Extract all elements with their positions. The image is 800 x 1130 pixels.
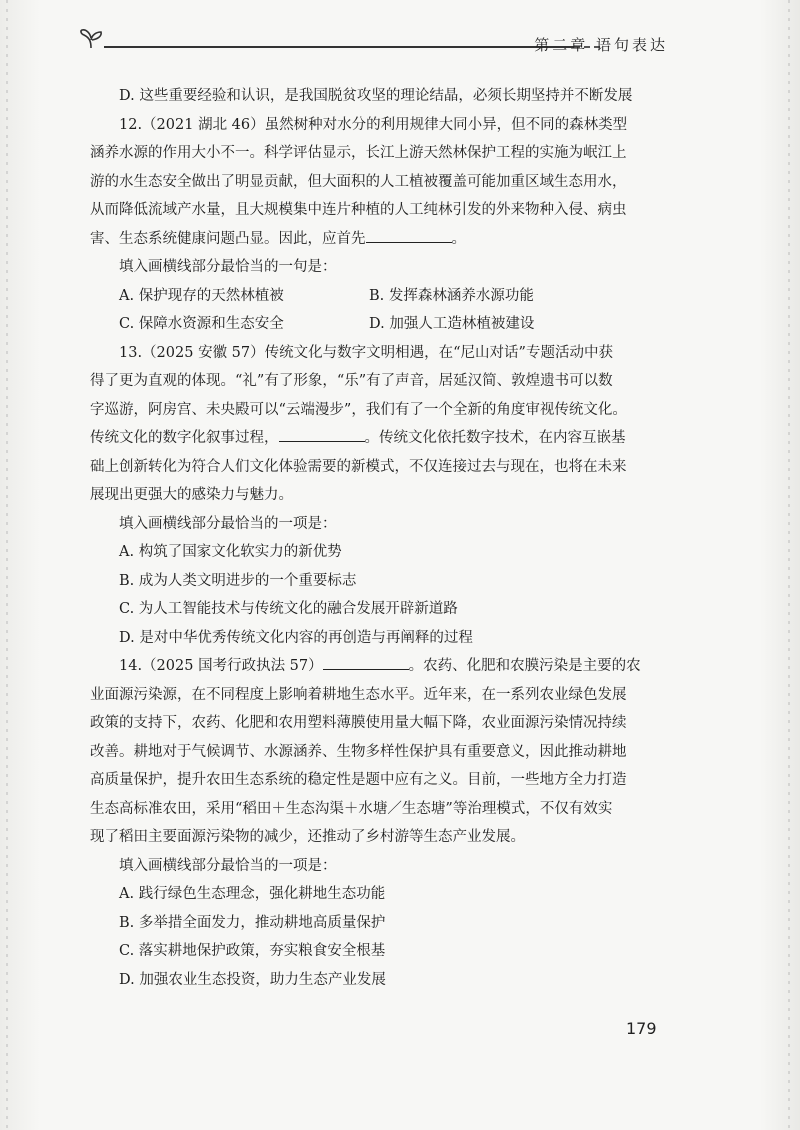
answer-blank <box>323 653 409 670</box>
q14-line-2: 业面源污染源，在不同程度上影响着耕地生态水平。近年来，在一系列农业绿色发展 <box>90 686 627 703</box>
question-13 <box>90 339 660 653</box>
q14-line-6: 生态高标准农田，采用“稻田＋生态沟渠＋水塘／生态塘”等治理模式，不仅有效实 <box>90 800 613 817</box>
chapter-title: 第二章 语句表达 <box>534 36 668 54</box>
q14-line-1-text: 14.（2025 国考行政执法 57） <box>119 658 323 674</box>
q13-option-a: A. 构筑了国家文化软实力的新优势 <box>119 544 342 560</box>
q13-line-4-text: 传统文化的数字化叙事过程， <box>90 430 279 446</box>
answer-blank <box>279 425 365 442</box>
page-header <box>78 26 668 56</box>
q12-line-4: 从而降低流域产水量，且大规模集中连片种植的人工纯林引发的外来物种入侵、病虫 <box>90 202 627 218</box>
q14-option-b: B. 多举措全面发力，推动耕地高质量保护 <box>119 914 386 931</box>
q14-line-7: 现了稻田主要面源污染物的减少，还推动了乡村游等生态产业发展。 <box>90 829 525 845</box>
question-12 <box>90 111 660 339</box>
scan-edge-right <box>788 0 790 1130</box>
q13-line-6: 展现出更强大的感染力与魅力。 <box>90 487 293 503</box>
q12-line-5 <box>90 225 660 254</box>
sprout-icon <box>78 28 104 50</box>
page-content <box>90 82 660 994</box>
q14-option-a: A. 践行绿色生态理念，强化耕地生态功能 <box>119 886 386 902</box>
header-rule <box>104 46 574 48</box>
q12-line-5-end: 。 <box>451 230 466 247</box>
q14-line-3: 政策的支持下，农药、化肥和农用塑料薄膜使用量大幅下降，农业面源污染情况持续 <box>90 715 627 731</box>
q13-prompt: 填入画横线部分最恰当的一项是： <box>119 515 337 532</box>
q12-option-d: D. 加强人工造林植被建设 <box>369 316 535 332</box>
page-number: 179 <box>626 1019 657 1038</box>
q12-option-b: B. 发挥森林涵养水源功能 <box>369 287 534 304</box>
question-14 <box>90 652 660 994</box>
prev-question-option-d: D. 这些重要经验和认识，是我国脱贫攻坚的理论结晶，必须长期坚持并不断发展 <box>119 88 633 104</box>
q12-option-a: A. 保护现存的天然林植被 <box>119 287 284 304</box>
q13-option-d: D. 是对中华优秀传统文化内容的再创造与再阐释的过程 <box>119 629 473 646</box>
q13-line-2: 得了更为直观的体现。“礼”有了形象，“乐”有了声音，居延汉简、敦煌遗书可以数 <box>90 373 613 389</box>
q12-line-2: 涵养水源的作用大小不一。科学评估显示，长江上游天然林保护工程的实施为岷江上 <box>90 145 627 161</box>
scan-edge-left <box>6 0 8 1130</box>
q12-line-5-text: 害、生态系统健康问题凸显。因此，应首先 <box>90 230 366 247</box>
q12-option-c: C. 保障水资源和生态安全 <box>119 316 284 332</box>
q14-line-1 <box>90 652 660 681</box>
q14-line-5: 高质量保护，提升农田生态系统的稳定性是题中应有之义。目前，一些地方全力打造 <box>90 772 627 788</box>
q12-options-row-1 <box>90 282 660 311</box>
q12-prompt: 填入画横线部分最恰当的一句是： <box>119 259 337 275</box>
q14-line-1-end: 。农药、化肥和农膜污染是主要的农 <box>408 658 641 674</box>
q12-line-3: 游的水生态安全做出了明显贡献，但大面积的人工植被覆盖可能加重区域生态用水， <box>90 173 627 190</box>
q13-option-c: C. 为人工智能技术与传统文化的融合发展开辟新道路 <box>119 601 458 617</box>
q13-line-4 <box>90 424 660 453</box>
q13-line-1: 13.（2025 安徽 57）传统文化与数字文明相遇，在“尼山对话”专题活动中获 <box>119 344 613 361</box>
q12-line-1: 12.（2021 湖北 46）虽然树种对水分的利用规律大同小异，但不同的森林类型 <box>119 116 628 133</box>
q14-prompt: 填入画横线部分最恰当的一项是： <box>119 857 337 874</box>
q14-line-4: 改善。耕地对于气候调节、水源涵养、生物多样性保护具有重要意义，因此推动耕地 <box>90 743 627 760</box>
q12-options-row-2 <box>90 310 660 339</box>
q13-option-b: B. 成为人类文明进步的一个重要标志 <box>119 572 357 589</box>
answer-blank <box>366 226 452 243</box>
q13-line-3: 字巡游，阿房宫、未央殿可以“云端漫步”，我们有了一个全新的角度审视传统文化。 <box>90 401 627 418</box>
q14-option-d: D. 加强农业生态投资，助力生态产业发展 <box>119 971 386 988</box>
q13-line-4-end: 。传统文化依托数字技术，在内容互嵌基 <box>364 430 626 446</box>
q14-option-c: C. 落实耕地保护政策，夯实粮食安全根基 <box>119 943 386 959</box>
q13-line-5: 础上创新转化为符合人们文化体验需要的新模式，不仅连接过去与现在，也将在未来 <box>90 458 627 475</box>
